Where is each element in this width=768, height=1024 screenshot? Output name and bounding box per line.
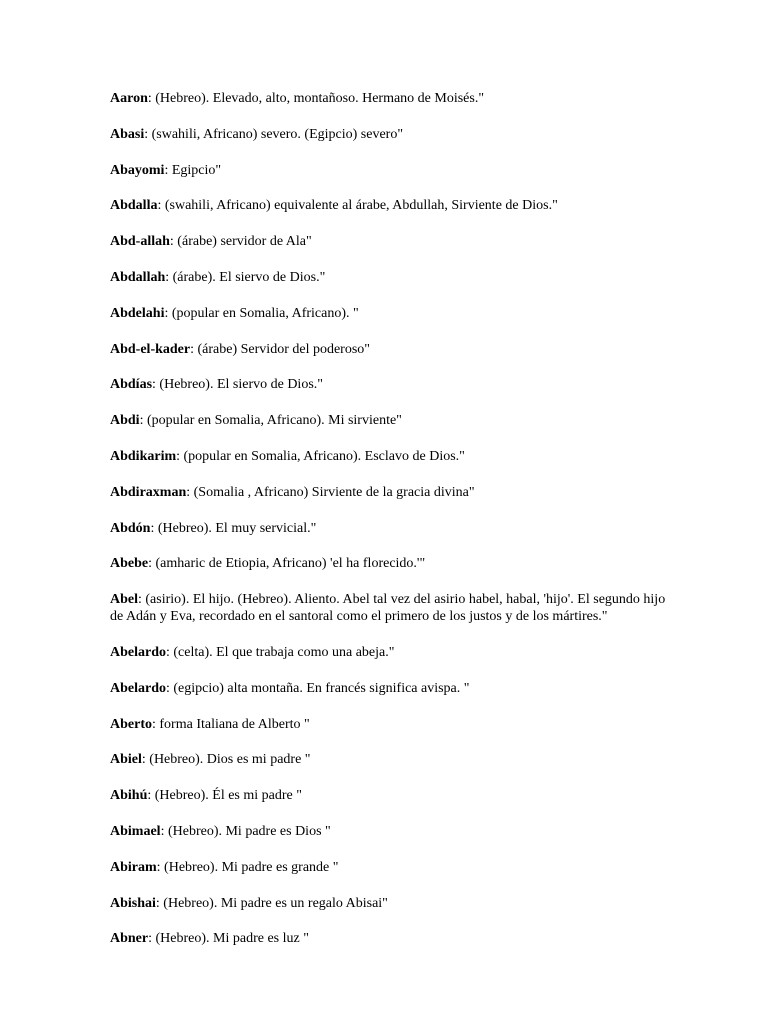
entry-text: : (Hebreo). Mi padre es grande " — [156, 859, 339, 875]
entry-name: Abebe — [110, 556, 149, 572]
entry-text: : (amharic de Etiopia, Africano) 'el ha florecido.'" — [148, 556, 426, 572]
list-item — [110, 412, 668, 429]
entry-name: Abdi — [110, 413, 140, 429]
list-item — [110, 162, 668, 179]
entry-name: Abimael — [110, 823, 161, 839]
entry-name: Abihú — [110, 788, 148, 804]
entry-name: Abiel — [110, 752, 142, 768]
entry-text: : (Hebreo). Elevado, alto, montañoso. Hermano de Moisés." — [147, 91, 485, 106]
list-item — [110, 126, 668, 143]
list-item — [110, 644, 668, 661]
entry-text: : Egipcio" — [164, 162, 222, 178]
entry-text: : (Hebreo). El siervo de Dios." — [152, 377, 323, 393]
entry-text: : (Hebreo). El muy servicial." — [150, 520, 317, 536]
list-item — [110, 680, 668, 697]
name-meaning-list — [110, 90, 668, 947]
entry-text: : forma Italiana de Alberto " — [152, 716, 310, 732]
list-item — [110, 448, 668, 465]
entry-text: : (Hebreo). Mi padre es luz " — [148, 931, 309, 947]
entry-text: : (Hebreo). Mi padre es Dios " — [160, 823, 331, 839]
list-item — [110, 895, 668, 912]
entry-name: Aberto — [110, 716, 152, 732]
entry-text: : (asirio). El hijo. (Hebreo). Aliento. Abel tal vez del asirio habel, habal, 'hijo'. El segundo hijo de Adán y Eva, recordado en el santoral como el primero de los justos y de los mártires." — [110, 592, 666, 625]
entry-name: Abdelahi — [110, 305, 165, 321]
list-item — [110, 823, 668, 840]
list-item — [110, 269, 668, 286]
entry-text: : (Hebreo). Mi padre es un regalo Abisai" — [155, 895, 388, 911]
entry-text: : (swahili, Africano) equivalente al árabe, Abdullah, Sirviente de Dios." — [157, 198, 558, 214]
list-item — [110, 787, 668, 804]
list-item — [110, 520, 668, 537]
list-item — [110, 376, 668, 393]
entry-text: : (popular en Somalia, Africano). Mi sirviente" — [139, 413, 402, 429]
entry-text: : (árabe). El siervo de Dios." — [165, 269, 326, 285]
entry-text: : (Hebreo). Dios es mi padre " — [141, 752, 311, 768]
entry-name: Aaron — [110, 91, 148, 106]
list-item — [110, 591, 668, 625]
list-item — [110, 90, 668, 107]
list-item — [110, 484, 668, 501]
entry-name: Abayomi — [110, 162, 165, 178]
list-item — [110, 859, 668, 876]
entry-name: Abdallah — [110, 269, 166, 285]
entry-name: Abd-allah — [110, 234, 170, 250]
entry-name: Abishai — [110, 895, 156, 911]
entry-name: Abdalla — [110, 198, 158, 214]
list-item — [110, 197, 668, 214]
entry-name: Abner — [110, 931, 149, 947]
entry-text: : (árabe) servidor de Ala" — [169, 234, 312, 250]
entry-name: Abel — [110, 592, 138, 608]
entry-name: Abdiraxman — [110, 484, 187, 500]
entry-name: Abdón — [110, 520, 151, 536]
entry-name: Abdikarim — [110, 448, 177, 464]
entry-text: : (Somalia , Africano) Sirviente de la gracia divina" — [186, 484, 475, 500]
entry-name: Abiram — [110, 859, 157, 875]
entry-text: : (popular en Somalia, Africano). " — [164, 305, 359, 321]
list-item — [110, 930, 668, 947]
list-item — [110, 555, 668, 572]
entry-name: Abasi — [110, 126, 145, 142]
list-item — [110, 233, 668, 250]
list-item — [110, 305, 668, 322]
list-item — [110, 716, 668, 733]
list-item — [110, 341, 668, 358]
entry-text: : (swahili, Africano) severo. (Egipcio) severo" — [144, 126, 404, 142]
entry-text: : (popular en Somalia, Africano). Esclavo de Dios." — [176, 448, 465, 464]
entry-text: : (árabe) Servidor del poderoso" — [190, 341, 370, 357]
entry-name: Abdías — [110, 377, 153, 393]
list-item — [110, 751, 668, 768]
entry-name: Abelardo — [110, 680, 166, 696]
entry-text: : (egipcio) alta montaña. En francés significa avispa. " — [166, 680, 470, 696]
entry-name: Abd-el-kader — [110, 341, 191, 357]
entry-text: : (Hebreo). Él es mi padre " — [147, 788, 302, 804]
entry-name: Abelardo — [110, 644, 166, 660]
entry-text: : (celta). El que trabaja como una abeja." — [166, 644, 395, 660]
